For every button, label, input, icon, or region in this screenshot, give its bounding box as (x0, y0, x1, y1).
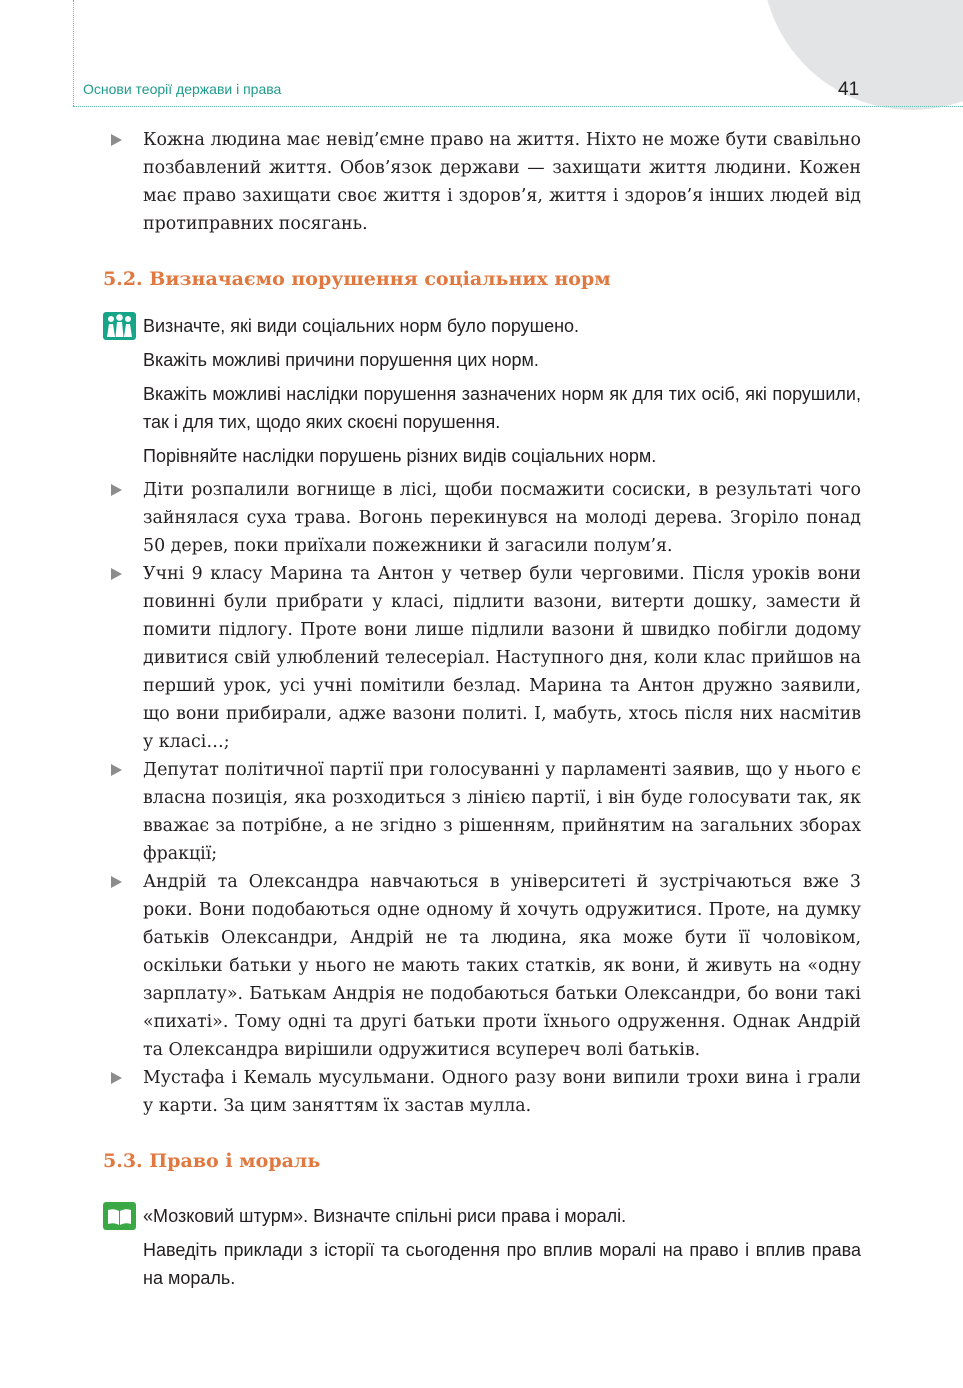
group-work-icon (103, 312, 136, 340)
section-heading-5-3: 5.3. Право і мораль (103, 1150, 321, 1172)
task-line: Наведіть приклади з історії та сьогодення про вплив моралі на право і вплив права на мораль. (143, 1240, 861, 1288)
corner-decoration (762, 0, 963, 110)
task-line: Порівняйте наслідки порушень різних видів соціальних норм. (143, 446, 657, 466)
open-book-icon (103, 1202, 136, 1230)
task-block-5-2 (143, 312, 861, 470)
case-bullet: Учні 9 класу Марина та Антон у четвер були черговими. Після уроків вони повинні були прибрати у класі, підлити вазони, витерти дошку, замести й помити підлогу. Проте вони лише підлили вазони й швидко побігли додому дивитися свій улюблений телесеріал. Наступного дня, коли клас прийшов на перший урок, усі учні помітили безлад. Марина та Антон дружно заявили, що вони прибирали, адже вазони политі. І, мабуть, хтось після них насмітив у класі…; (143, 560, 861, 756)
page-number: 41 (838, 79, 860, 100)
case-bullet: Андрій та Олександра навчаються в університеті й зустрічаються вже 3 роки. Вони подобаються одне одному й хочуть одружитися. Проте, на думку батьків Олександри, Андрій не та людина, яка може бути її чоловіком, оскільки батьки у нього не мають таких статків, як вони, й живуть на «одну зарплату». Батькам Андрія не подобаються батьки Олександри, бо вони такі «пихаті». Тому одні та другі батьки проти їхнього одруження. Однак Андрій та Олександра вирішили одружитися всупереч волі батьків. (143, 868, 861, 1064)
section-heading-5-2: 5.2. Визначаємо порушення соціальних норм (103, 268, 611, 290)
task-block-5-3 (143, 1202, 861, 1292)
case-bullet: Депутат політичної партії при голосуванні у парламенті заявив, що у нього є власна позиція, яка розходиться з лінією партії, і він буде голосувати так, як вважає за потрібне, а не згідно з рішенням, прийнятим на загальних зборах фракції; (143, 756, 861, 868)
page-content (103, 126, 861, 1298)
case-bullet: Діти розпалили вогнище в лісі, щоби посмажити сосиски, в результаті чого зайнялася суха трава. Вогонь перекинувся на молоді дерева. Згоріло понад 50 дерев, поки приїхали пожежники й загасили полум’я. (143, 476, 861, 560)
running-title: Основи теорії держави і права (83, 81, 282, 97)
task-line: Визначте, які види соціальних норм було порушено. (143, 316, 580, 336)
case-bullet: Мустафа і Кемаль мусульмани. Одного разу вони випили трохи вина і грали у карти. За цим заняттям їх застав мулла. (143, 1064, 861, 1120)
task-line: Вкажіть можливі наслідки порушення зазначених норм як для тих осіб, які порушили, так і для тих, щодо яких скоєні порушення. (143, 384, 861, 432)
margin-guide-vertical (73, 0, 74, 106)
task-line: Вкажіть можливі причини порушення цих норм. (143, 350, 539, 370)
header-rule (73, 106, 963, 107)
task-line: «Мозковий штурм». Визначте спільні риси права і моралі. (143, 1206, 627, 1226)
intro-bullet: Кожна людина має невід’ємне право на життя. Ніхто не може бути свавільно позбавлений життя. Обов’язок держави — захищати життя людини. Кожен має право захищати своє життя і здоров’я, життя і здоров’я інших людей від протиправних посягань. (143, 126, 861, 238)
